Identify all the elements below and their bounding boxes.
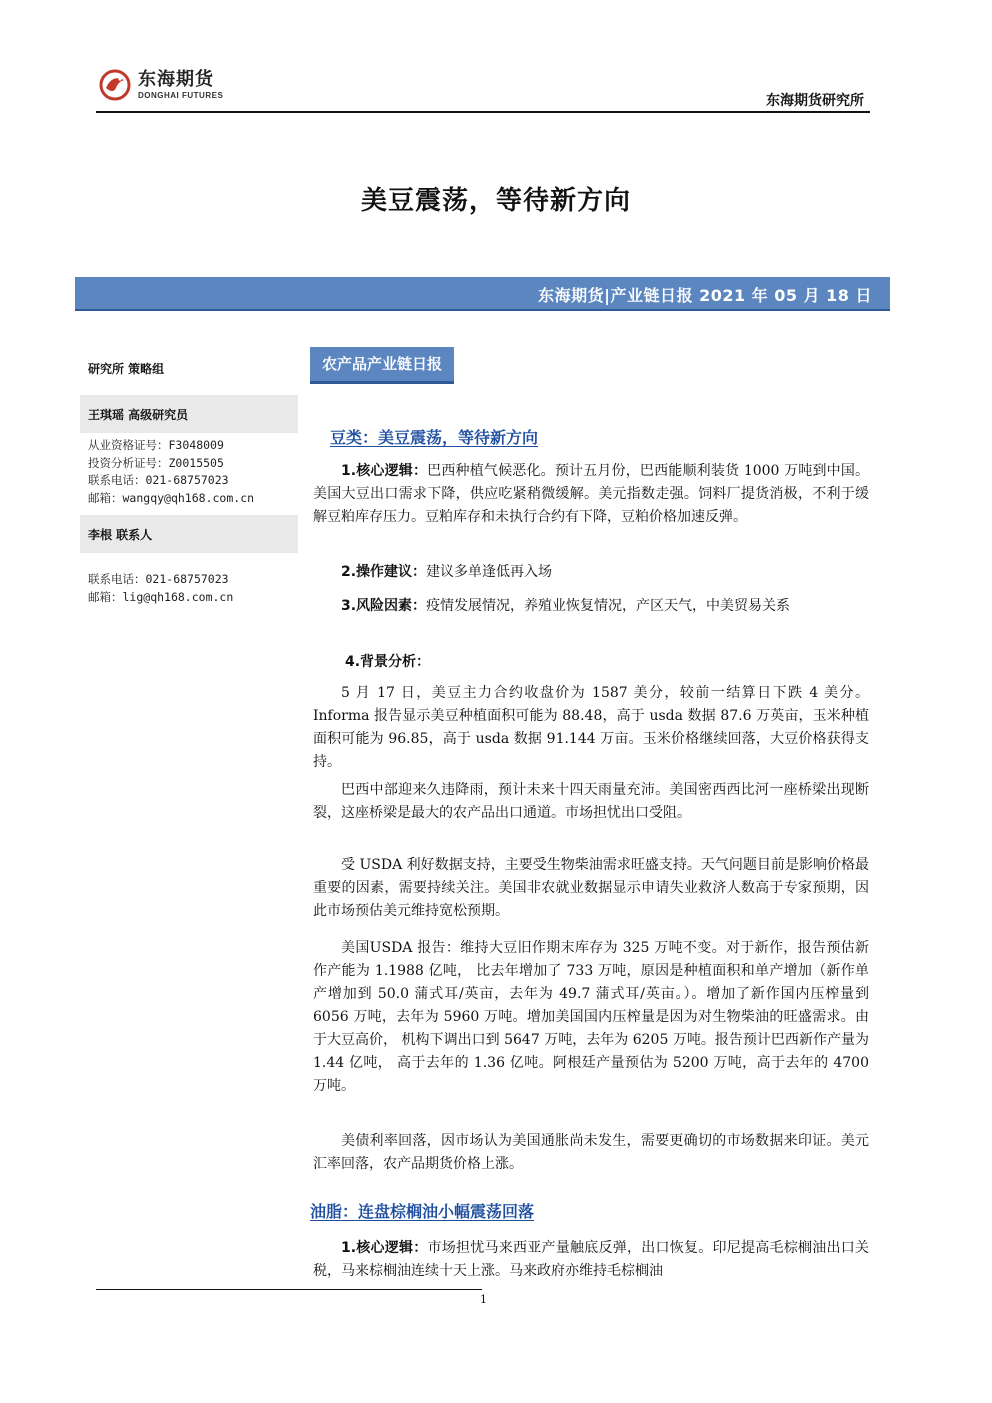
- contact-info: [88, 571, 233, 606]
- page-number: 1: [480, 1293, 487, 1306]
- logo-chinese-name: 东海期货: [138, 68, 214, 90]
- header-divider: [96, 111, 870, 113]
- report-title: 美豆震荡，等待新方向: [360, 186, 631, 216]
- background-paragraph: 巴西中部迎来久违降雨，预计未来十四天雨量充沛。美国密西西比河一座桥梁出现断裂，这座桥梁是最大的农产品出口通道。市场担忧出口受阻。: [313, 782, 869, 821]
- section-tag: 农产品产业链日报: [310, 347, 454, 384]
- sidebar-department: 研究所 策略组: [88, 362, 165, 376]
- analyst-header: [80, 395, 298, 433]
- oil-core-logic: [313, 1237, 869, 1283]
- risk-label: 3.风险因素：: [341, 598, 427, 614]
- contact-name-title: 李根 联系人: [88, 528, 153, 542]
- risk-text: 疫情发展情况，养殖业恢复情况，产区天气，中美贸易关系: [426, 598, 791, 614]
- soy-core-logic: [313, 460, 869, 529]
- donghai-dragon-logo-icon: [98, 68, 132, 102]
- analyst-contact-info: [88, 437, 254, 507]
- contact-line: 邮箱：lig@qh168.com.cn: [88, 589, 234, 604]
- analyst-line: 投资分析证号：Z0015505: [88, 455, 224, 470]
- oil-section-title: 油脂：连盘棕榈油小幅震荡回落: [310, 1202, 535, 1221]
- core-logic-label: 1.核心逻辑：: [341, 1240, 428, 1256]
- operation-text: 建议多单逢低再入场: [426, 564, 553, 580]
- usda-report-paragraph: 美国USDA 报告：维持大豆旧作期末库存为 325 万吨不变。对于新作，报告预估新作产能为 1.1988 亿吨， 比去年增加了 733 万吨，原因是种植面积和单产增加（新作单产增加到 50.0 蒲式耳/英亩，去年为 49.7 蒲式耳/英亩。）。增加了新作国内压榨量到 6056 万吨，去年为 5960 万吨。增加美国国内压榨量是因为对生物柴油的旺盛需求。由于大豆高价， 机构下调出口到 5647 万吨，去年为 6205 万吨。报告预计巴西新作产量为 1.44 亿吨， 高于去年的 1.36 亿吨。阿根廷产量预估为 5200 万吨，高于去年的 4700 万吨。: [313, 940, 869, 1094]
- logo-english-name: DONGHAI FUTURES: [138, 90, 224, 100]
- analyst-name-title: 王琪瑶 高级研究员: [88, 408, 189, 422]
- core-logic-label: 1.核心逻辑：: [341, 463, 428, 479]
- contact-line: 联系电话：021-68757023: [88, 572, 229, 586]
- institute-label: 东海期货研究所: [766, 93, 864, 109]
- background-heading: 4.背景分析：: [345, 654, 431, 670]
- core-logic-text: 市场担忧马来西亚产量触底反弹，出口恢复。印尼提高毛棕榈油出口关税，马来棕榈油连续十天上涨。马来政府亦维持毛棕榈油: [313, 1240, 870, 1279]
- contact-header: [80, 515, 298, 553]
- company-logo: [98, 66, 223, 104]
- background-paragraph: 受 USDA 利好数据支持，主要受生物柴油需求旺盛支持。天气问题目前是影响价格最重要的因素，需要持续关注。美国非农就业数据显示申请失业救济人数高于专家预期，因此市场预估美元维持宽松预期。: [313, 857, 869, 919]
- analyst-line: 从业资格证号：F3048009: [88, 438, 224, 452]
- background-paragraph: 美债利率回落，因市场认为美国通胀尚未发生，需要更确切的市场数据来印证。美元汇率回落，农产品期货价格上涨。: [313, 1133, 869, 1172]
- analyst-line: 联系电话：021-68757023: [88, 473, 229, 487]
- analyst-line: 邮箱：wangqy@qh168.com.cn: [88, 490, 255, 505]
- soy-operation-advice: [313, 561, 869, 584]
- report-banner: [75, 277, 890, 311]
- background-paragraph: 5 月 17 日，美豆主力合约收盘价为 1587 美分，较前一结算日下跌 4 美分。Informa 报告显示美豆种植面积可能为 88.48，高于 usda 数据 87.6 万英亩，玉米种植面积可能为 96.85，高于 usda 数据 91.144 万亩。玉米价格继续回落，大豆价格获得支持。: [313, 685, 869, 770]
- operation-label: 2.操作建议：: [341, 564, 427, 580]
- banner-text: 东海期货|产业链日报 2021 年 05 月 18 日: [538, 286, 872, 305]
- footer-divider: [96, 1289, 482, 1290]
- core-logic-text: 巴西种植气候恶化。预计五月份，巴西能顺利装货 1000 万吨到中国。美国大豆出口需求下降，供应吃紧稍微缓解。美元指数走强。饲料厂提货消极，不利于缓解豆粕库存压力。豆粕库存和未执行合约有下降，豆粕价格加速反弹。: [313, 463, 870, 525]
- soy-risk-factors: [313, 595, 869, 618]
- soy-section-title: 豆类：美豆震荡，等待新方向: [330, 428, 539, 447]
